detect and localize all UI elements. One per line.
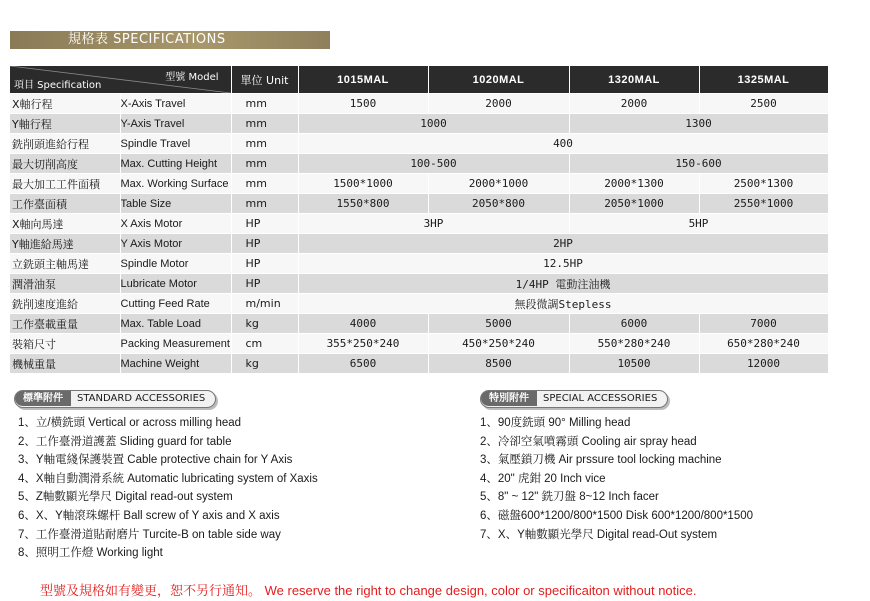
spec-value: 400 (298, 134, 828, 154)
spec-unit: HP (231, 274, 298, 294)
spec-item-en: Lubricate Motor (120, 274, 231, 294)
special-accessories-list (480, 414, 753, 544)
standard-item: 4、X軸自動潤滑系統 Automatic lubricating system of Xaxis (18, 472, 318, 485)
spec-item-zh: 工作臺載重量 (10, 314, 120, 334)
standard-item: 1、立/横銑頭 Vertical or across milling head (18, 417, 242, 429)
spec-header-row (10, 66, 828, 94)
spec-unit: kg (231, 354, 298, 374)
spec-unit: mm (231, 94, 298, 114)
spec-row (10, 114, 828, 134)
spec-value: 1000 (298, 114, 569, 134)
spec-row (10, 154, 828, 174)
spec-item-zh: Y軸進給馬達 (10, 234, 120, 254)
special-item: 4、20" 虎鉗 20 Inch vice (480, 472, 606, 485)
spec-item-en: Machine Weight (120, 354, 231, 374)
spec-value: 2500*1300 (699, 174, 828, 194)
spec-unit: mm (231, 194, 298, 214)
spec-value: 355*250*240 (298, 334, 428, 354)
spec-row (10, 334, 828, 354)
header-unit-label: 單位 Unit (231, 66, 298, 94)
spec-row (10, 214, 828, 234)
header-model-label: 型號 Model (165, 72, 219, 83)
standard-item: 8、照明工作燈 Working light (18, 547, 163, 560)
spec-row (10, 234, 828, 254)
spec-value: 2000 (569, 94, 699, 114)
special-accessories-zh: 特別附件 (481, 391, 537, 406)
spec-value: 2000*1300 (569, 174, 699, 194)
spec-value: 5HP (569, 214, 828, 234)
spec-value: 2HP (298, 234, 828, 254)
spec-value: 無段微調Stepless (298, 294, 828, 314)
spec-value: 1550*800 (298, 194, 428, 214)
standard-item: 3、Y軸電綫保護裝置 Cable protective chain for Y Axis (18, 454, 293, 467)
standard-accessories-heading (14, 390, 216, 408)
standard-item: 6、X、Y軸滾珠螺杆 Ball screw of Y axis and X axis (18, 509, 280, 522)
spec-value: 2550*1000 (699, 194, 828, 214)
special-item: 6、磁盤600*1200/800*1500 Disk 600*1200/800*1500 (480, 509, 754, 522)
spec-unit: HP (231, 254, 298, 274)
header-model-1015mal: 1015MAL (298, 66, 428, 94)
standard-accessories-en: STANDARD ACCESSORIES (77, 393, 206, 404)
spec-unit: mm (231, 174, 298, 194)
spec-item-zh: 最大切削高度 (10, 154, 120, 174)
special-item: 2、冷卻空氣噴霧頭 Cooling air spray head (480, 435, 697, 448)
spec-unit: cm (231, 334, 298, 354)
spec-unit: mm (231, 134, 298, 154)
spec-value: 4000 (298, 314, 428, 334)
spec-value: 650*280*240 (699, 334, 828, 354)
spec-row (10, 354, 828, 374)
spec-item-en: X-Axis Travel (120, 94, 231, 114)
special-accessories-heading (480, 390, 668, 408)
spec-row (10, 274, 828, 294)
spec-value: 450*250*240 (428, 334, 569, 354)
spec-value: 6500 (298, 354, 428, 374)
spec-item-zh: 立銑頭主軸馬達 (10, 254, 120, 274)
spec-row (10, 94, 828, 114)
spec-row (10, 294, 828, 314)
spec-item-en: Y-Axis Travel (120, 114, 231, 134)
spec-item-en: Packing Measurement (120, 334, 231, 354)
spec-value: 12.5HP (298, 254, 828, 274)
standard-item: 2、工作臺滑道護蓋 Sliding guard for table (18, 435, 232, 448)
header-item-label: 項目 Specification (14, 80, 102, 91)
spec-value: 1/4HP 電動注油機 (298, 274, 828, 294)
spec-row (10, 134, 828, 154)
standard-accessories-list (18, 414, 318, 563)
spec-unit: kg (231, 314, 298, 334)
spec-item-en: Table Size (120, 194, 231, 214)
spec-unit: HP (231, 214, 298, 234)
special-accessories-en: SPECIAL ACCESSORIES (543, 393, 658, 404)
spec-item-zh: 最大加工工件面積 (10, 174, 120, 194)
spec-unit: mm (231, 114, 298, 134)
special-item: 5、8" ~ 12" 銑刀盤 8~12 Inch facer (480, 491, 659, 504)
spec-item-zh: 銑削頭進給行程 (10, 134, 120, 154)
spec-item-en: Y Axis Motor (120, 234, 231, 254)
spec-value: 100-500 (298, 154, 569, 174)
header-item-model (10, 66, 231, 94)
spec-title-bar (10, 31, 330, 49)
spec-value: 7000 (699, 314, 828, 334)
spec-item-zh: X軸向馬達 (10, 214, 120, 234)
spec-item-en: Spindle Travel (120, 134, 231, 154)
spec-item-en: Cutting Feed Rate (120, 294, 231, 314)
spec-value: 2050*800 (428, 194, 569, 214)
spec-item-zh: 裝箱尺寸 (10, 334, 120, 354)
spec-value: 2050*1000 (569, 194, 699, 214)
spec-title: 規格表 SPECIFICATIONS (68, 32, 226, 47)
spec-value: 5000 (428, 314, 569, 334)
spec-item-zh: 機械重量 (10, 354, 120, 374)
spec-value: 2500 (699, 94, 828, 114)
standard-accessories-zh: 標準附件 (15, 391, 71, 406)
spec-value: 12000 (699, 354, 828, 374)
special-item: 7、X、Y軸數顯光學尺 Digital read-Out system (480, 528, 718, 541)
spec-table (10, 66, 829, 374)
spec-value: 2000*1000 (428, 174, 569, 194)
change-notice: 型號及規格如有變更，恕不另行通知。 We reserve the right to change design, color or specificaiton without notice. (40, 583, 697, 598)
spec-unit: m/min (231, 294, 298, 314)
spec-item-en: Max. Working Surface (120, 174, 231, 194)
spec-value: 550*280*240 (569, 334, 699, 354)
spec-value: 8500 (428, 354, 569, 374)
spec-row (10, 254, 828, 274)
spec-item-en: Spindle Motor (120, 254, 231, 274)
spec-value: 10500 (569, 354, 699, 374)
spec-unit: mm (231, 154, 298, 174)
spec-value: 1500 (298, 94, 428, 114)
spec-item-zh: Y軸行程 (10, 114, 120, 134)
special-item: 3、氣壓鎖刀機 Air prssure tool locking machine (480, 454, 722, 467)
spec-item-en: Max. Cutting Height (120, 154, 231, 174)
spec-unit: HP (231, 234, 298, 254)
spec-value: 150-600 (569, 154, 828, 174)
spec-row (10, 174, 828, 194)
spec-value: 1300 (569, 114, 828, 134)
spec-item-zh: 潤滑油泵 (10, 274, 120, 294)
standard-item: 5、Z軸數顯光學尺 Digital read-out system (18, 491, 233, 504)
spec-value: 2000 (428, 94, 569, 114)
special-item: 1、90度銑頭 90° Milling head (480, 417, 631, 429)
spec-row (10, 314, 828, 334)
spec-item-en: Max. Table Load (120, 314, 231, 334)
spec-item-en: X Axis Motor (120, 214, 231, 234)
spec-value: 1500*1000 (298, 174, 428, 194)
header-model-1325mal: 1325MAL (699, 66, 828, 94)
spec-item-zh: 銑削速度進給 (10, 294, 120, 314)
spec-item-zh: 工作臺面積 (10, 194, 120, 214)
spec-item-zh: X軸行程 (10, 94, 120, 114)
spec-value: 6000 (569, 314, 699, 334)
header-model-1020mal: 1020MAL (428, 66, 569, 94)
spec-value: 3HP (298, 214, 569, 234)
standard-item: 7、工作臺滑道貼耐磨片 Turcite-B on table side way (18, 528, 281, 541)
spec-row (10, 194, 828, 214)
header-model-1320mal: 1320MAL (569, 66, 699, 94)
